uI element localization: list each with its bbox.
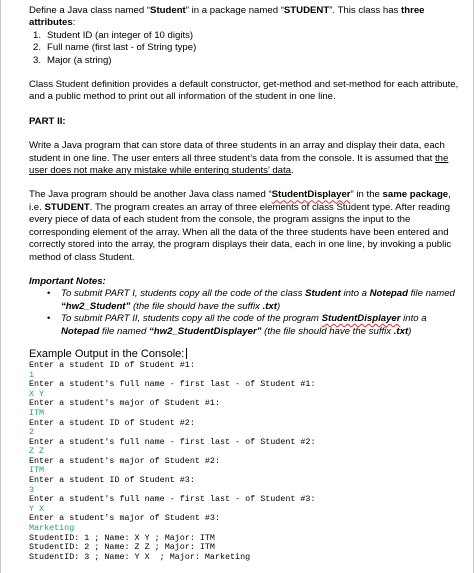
paragraph-text: , i.e. bbox=[29, 189, 451, 213]
example-title-text: Example Output in the Console: bbox=[29, 347, 185, 360]
console-line: StudentID: 1 ; Name: X Y ; Major: ITM bbox=[29, 532, 215, 543]
note-text: into a bbox=[400, 313, 427, 325]
list-item: • To submit PART I, students copy all the code of the class Student into a Notepad file named “hw2_Student” (the file should have the suffix .txt) bbox=[47, 288, 455, 312]
console-input-line: Y X bbox=[29, 503, 45, 514]
note-text: To submit PART II, students copy all the code of the program bbox=[61, 313, 322, 325]
paragraph-text: Write a Java program that can store data of three students in an array and display their data, each student in one line. The user enters all three student’s data from the console. It is assumed that bbox=[29, 140, 445, 164]
class-definition-paragraph: Class Student definition provides a default constructor, get-method and set-method for each attribute, and a public method to print out all information of the student in one line. bbox=[29, 79, 459, 103]
package-name: STUDENT bbox=[44, 201, 90, 213]
console-input-line: Z Z bbox=[29, 446, 45, 457]
console-line: Enter a student's major of Student #3: bbox=[29, 513, 220, 524]
note-text: (the file should have the suffix bbox=[261, 325, 394, 337]
console-line: Enter a student's full name - first last - of Student #3: bbox=[29, 494, 316, 505]
note-text: .txt bbox=[262, 300, 277, 312]
note-text: Notepad bbox=[61, 325, 100, 337]
console-input-line: ITM bbox=[29, 465, 45, 476]
intro-text: ” in a package named “ bbox=[185, 5, 284, 16]
underlined-text: the user does not make any mistake while entering students’ data bbox=[29, 152, 449, 177]
console-line: Enter a student ID of Student #1: bbox=[29, 359, 195, 370]
notes-list bbox=[29, 288, 461, 338]
paragraph-text: The Java program should be another Java class named “ bbox=[29, 189, 272, 201]
list-item: 2. Full name (first last - of String type) bbox=[33, 42, 197, 54]
note-text: StudentDisplayer bbox=[321, 313, 401, 325]
note-text: Student bbox=[305, 288, 341, 300]
example-output-title bbox=[29, 348, 461, 361]
intro-text: ”. This class has bbox=[329, 5, 402, 16]
list-item-text: Student ID (an integer of 10 digits) bbox=[47, 29, 194, 41]
list-item: 1. Student ID (an integer of 10 digits) bbox=[33, 29, 194, 41]
console-input-line: X Y bbox=[29, 388, 45, 399]
note-text: “hw2_StudentDisplayer” bbox=[148, 325, 262, 337]
note-text: Notepad bbox=[369, 288, 408, 300]
console-line: StudentID: 3 ; Name: Y X ; Major: Marketing bbox=[29, 551, 251, 562]
text-cursor bbox=[186, 348, 187, 359]
paragraph-text: ” in the bbox=[350, 189, 383, 201]
intro-paragraph bbox=[29, 5, 461, 30]
list-item: 3. Major (a string) bbox=[33, 54, 112, 66]
note-text: “hw2_Student” bbox=[61, 300, 131, 312]
intro-text: : bbox=[72, 17, 76, 29]
paragraph-text: . bbox=[291, 165, 294, 177]
note-text: file named bbox=[99, 325, 149, 337]
console-line: Enter a student's full name - first last - of Student #1: bbox=[29, 379, 316, 390]
note-text: ) bbox=[408, 325, 412, 337]
notes-heading bbox=[29, 276, 461, 288]
console-input-line: 1 bbox=[29, 369, 35, 380]
note-text: file named bbox=[407, 288, 455, 300]
intro-text: Define a Java class named “ bbox=[29, 5, 151, 16]
note-text: .txt bbox=[393, 325, 409, 337]
console-input-line: ITM bbox=[29, 407, 45, 418]
attribute-list bbox=[29, 30, 461, 67]
console-input-line: 3 bbox=[29, 484, 35, 495]
console-line: Enter a student's full name - first last - of Student #2: bbox=[29, 436, 316, 447]
console-line: Enter a student ID of Student #2: bbox=[29, 417, 195, 428]
class-name-student: Student bbox=[150, 5, 186, 16]
paragraph-text: . The program creates an array of three elements of class Student type. After reading every piece of data of each student from the console, the program assigns the input to the corresponding element of the array. When all the data of the three students have been entered and correctly stored into the array, the program displays their data, each in one line, by invoking a public method of class Student. bbox=[29, 201, 452, 263]
part2-paragraph-2 bbox=[29, 189, 461, 263]
list-item-text: Full name (first last - of String type) bbox=[47, 42, 197, 54]
console-input-line: 2 bbox=[29, 427, 35, 438]
console-line: Enter a student's major of Student #1: bbox=[29, 398, 220, 409]
note-text: into a bbox=[340, 288, 370, 300]
note-text: To submit PART I, students copy all the code of the class bbox=[61, 288, 306, 300]
console-output bbox=[29, 361, 461, 562]
console-line: StudentID: 2 ; Name: Z Z ; Major: ITM bbox=[29, 542, 215, 553]
console-line: Enter a student ID of Student #3: bbox=[29, 475, 195, 486]
note-text: ) bbox=[276, 300, 281, 312]
class-name-displayer: StudentDisplayer bbox=[271, 189, 351, 201]
list-item: • To submit PART II, students copy all the code of the program StudentDisplayer into a Notepad file named “hw2_StudentDisplayer” (the file should have the suffix .txt) bbox=[47, 313, 427, 337]
same-package-text: same package bbox=[382, 189, 449, 201]
package-name: STUDENT bbox=[283, 5, 330, 16]
note-text: (the file should have the suffix bbox=[130, 300, 263, 312]
list-item-text: Major (a string) bbox=[47, 54, 112, 66]
part2-paragraph-1 bbox=[29, 140, 461, 177]
notes-heading-text: Important Notes: bbox=[29, 275, 106, 287]
three-attributes-text: three attributes bbox=[29, 5, 425, 29]
console-input-line: Marketing bbox=[29, 523, 75, 534]
part2-heading bbox=[29, 116, 461, 128]
console-line: Enter a student's major of Student #2: bbox=[29, 455, 220, 466]
part2-heading-text: PART II: bbox=[29, 115, 66, 127]
